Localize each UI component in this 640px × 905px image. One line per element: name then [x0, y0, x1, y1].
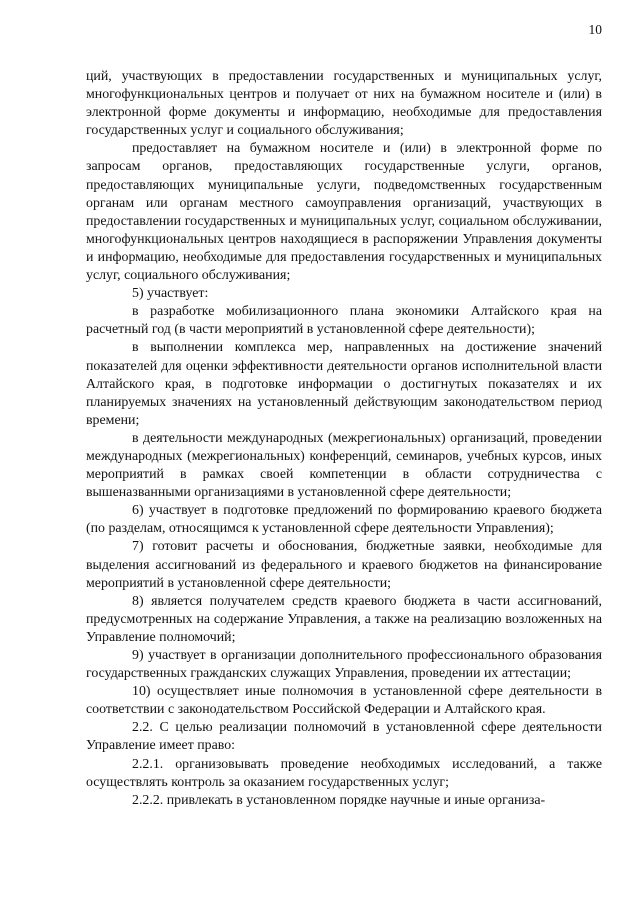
paragraph-efficiency-measures: в выполнении комплекса мер, направленных на достижение значений показателей для оценки эффективности деятельности органов исполнительной власти Алтайского края, в подготовке информации о достигнутых показателях и их планируемых значениях на установленный действующим законодательством период времени;	[86, 340, 602, 428]
paragraph-item-10: 10) осуществляет иные полномочия в установленной сфере деятельности в соответствии с законодательством Российской Федерации и Алтайского края.	[86, 684, 602, 718]
paragraph-section-2-2-2: 2.2.2. привлекать в установленном порядке научные и иные организа-	[132, 792, 546, 808]
paragraph-section-2-2-1: 2.2.1. организовывать проведение необходимых исследований, а также осуществлять контроль за оказанием государственных услуг;	[86, 756, 602, 790]
document-body	[86, 68, 602, 810]
paragraph-item-9: 9) участвует в организации дополнительного профессионального образования государственных гражданских служащих Управления, проведении их аттестации;	[86, 648, 602, 682]
paragraph-international-activities: в деятельности международных (межрегиональных) организаций, проведении международных (межрегиональных) конференций, семинаров, учебных курсов, иных мероприятий в рамках своей компетенции в области сотрудничества с вышеназванными организациями в установленной сфере деятельности;	[86, 430, 602, 501]
paragraph-item-8: 8) является получателем средств краевого бюджета в части ассигнований, предусмотренных на содержание Управления, а также на реализацию возложенных на Управление полномочий;	[86, 593, 602, 645]
paragraph-mobilization-plan: в разработке мобилизационного плана экономики Алтайского края на расчетный год (в части мероприятий в установленной сфере деятельности);	[86, 304, 602, 338]
paragraph-item-5-heading: 5) участвует:	[132, 286, 209, 302]
paragraph-item-6: 6) участвует в подготовке предложений по формированию краевого бюджета (по разделам, относящимся к установленной сфере деятельности Управления);	[86, 503, 602, 537]
paragraph-continuation: ций, участвующих в предоставлении государственных и муниципальных услуг, многофункциональных центров и получает от них на бумажном носителе и (или) в электронной форме документы и информацию, необходимые для предоставления государственных услуг и социального обслуживания;	[86, 69, 602, 139]
paragraph-provides-documents: предоставляет на бумажном носителе и (или) в электронной форме по запросам органов, предоставляющих государственные услуги, органов, предоставляющих муниципальные услуги, подведомственных государственным органам или органам местного самоуправления организаций, участвующих в предоставлении государственных и муниципальных услуг, социальном обслуживании, многофункциональных центров находящиеся в распоряжении Управления документы и информацию, необходимые для предоставления государственных и муниципальных услуг, социального обслуживания;	[86, 141, 602, 284]
page-number: 10	[588, 22, 602, 37]
paragraph-section-2-2: 2.2. С целью реализации полномочий в установленной сфере деятельности Управление имеет право:	[86, 720, 602, 754]
paragraph-item-7: 7) готовит расчеты и обоснования, бюджетные заявки, необходимые для выделения ассигнований из федерального и краевого бюджетов на финансирование мероприятий в установленной сфере деятельности;	[86, 539, 602, 591]
